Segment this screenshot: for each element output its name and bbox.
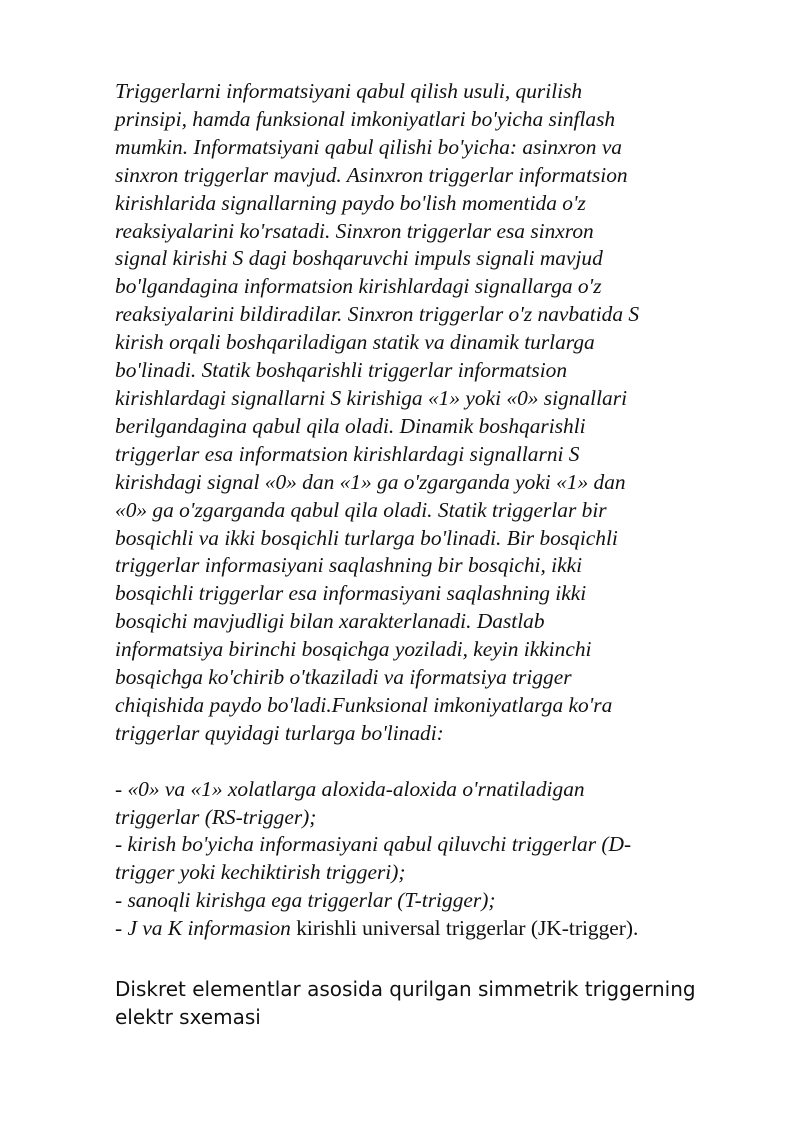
paragraph-spacer <box>115 748 730 776</box>
main-paragraph: Triggerlarni informatsiyani qabul qilish usuli, qurilish prinsipi, hamda funksional imkoniyatlari bo'yicha sinflash mumkin. Informatsiyani qabul qilishi bo'yicha: asinxron va sinxron triggerlar mavjud. Asinxron triggerlar informatsion kirishlarida signallarning paydo bo'lish momentida o'z reaksiyalarini ko'rsatadi. Sinxron triggerlar esa sinxron signal kirishi S dagi boshqaruvchi impuls signali mavjud bo'lgandagina informatsion kirishlardagi signallarga o'z reaksiyalarini bildiradilar. Sinxron triggerlar o'z navbatida S kirish orqali boshqariladigan statik va dinamik turlarga bo'linadi. Statik boshqarishli triggerlar informatsion kirishlardagi signallarni S kirishiga «1» yoki «0» signallari berilgandagina qabul qila oladi. Dinamik boshqarishli triggerlar esa informatsion kirishlardagi signallarni S kirishdagi signal «0» dan «1» ga o'zgarganda yoki «1» dan «0» ga o'zgarganda qabul qila oladi. Statik triggerlar bir bosqichli va ikki bosqichli turlarga bo'linadi. Bir bosqichli triggerlar informasiyani saqlashning bir bosqichi, ikki bosqichli triggerlar esa informasiyani saqlashning ikki bosqichi mavjudligi bilan xarakterlanadi. Dastlab informatsiya birinchi bosqichga yoziladi, keyin ikkinchi bosqichga ko'chirib o'tkaziladi va iformatsiya trigger chiqishida paydo bo'ladi.Funksional imkoniyatlarga ko'ra triggerlar quyidagi turlarga bo'linadi: <box>115 79 640 745</box>
figure-caption: Diskret elementlar asosida qurilgan simmetrik triggerning elektr sxemasi <box>115 976 696 1029</box>
list-item-jk-italic: - J va K informasion <box>115 916 291 941</box>
list-item-jk-upright: kirishli universal triggerlar (JK-trigger). <box>290 916 639 941</box>
trigger-types-list <box>115 776 730 943</box>
caption-spacer <box>115 943 730 971</box>
list-item-t-trigger: - sanoqli kirishga ega triggerlar (T-trigger); <box>115 888 496 913</box>
list-item-rs-trigger: - «0» va «1» xolatlarga aloxida-aloxida o'rnatiladigan triggerlar (RS-trigger); <box>115 776 585 829</box>
list-item-jk-trigger <box>115 915 730 943</box>
document-page <box>115 78 730 1031</box>
list-item-d-trigger: - kirish bo'yicha informasiyani qabul qiluvchi triggerlar (D- trigger yoki kechiktirish triggeri); <box>115 832 632 885</box>
